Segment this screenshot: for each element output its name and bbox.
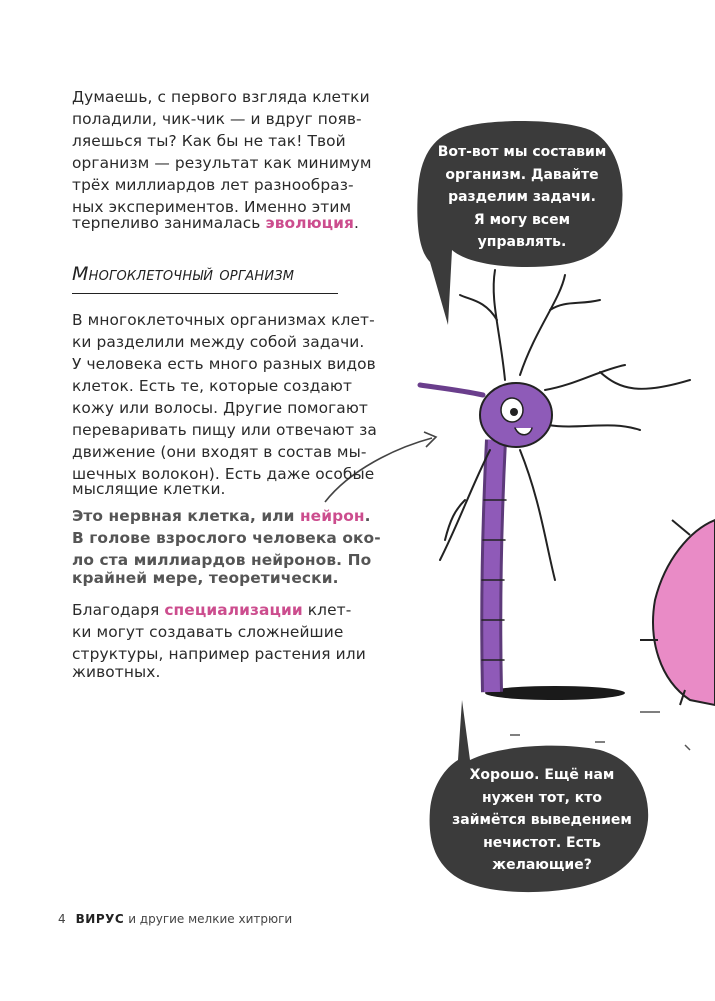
neuron-character bbox=[420, 270, 690, 700]
paragraph-line: В многоклеточных организмах клет- bbox=[72, 311, 375, 329]
bubble-line: Хорошо. Ещё нам bbox=[469, 767, 615, 783]
intro-line: Думаешь, с первого взгляда клетки bbox=[72, 88, 370, 106]
page-number: 4 bbox=[58, 912, 66, 926]
intro-line: трёх миллиардов лет разнообраз- bbox=[72, 176, 354, 194]
ground-marks bbox=[510, 712, 690, 750]
bubble-line: нужен тот, кто bbox=[481, 789, 603, 806]
intro-line bbox=[72, 214, 359, 232]
specialization-text: Благодаря bbox=[72, 601, 165, 619]
term-specialization: специализации bbox=[164, 601, 303, 619]
paragraph-line: переваривать пищу или отвечают за bbox=[72, 421, 377, 439]
paragraph-line: кожу или волосы. Другие помогают bbox=[72, 399, 368, 417]
page-footer bbox=[58, 912, 292, 926]
specialization-text: клет- bbox=[302, 601, 352, 619]
specialization-line bbox=[72, 601, 351, 619]
intro-text: терпеливо занималась bbox=[72, 214, 266, 232]
bubble-line: Я могу всем bbox=[473, 211, 571, 228]
bubble-bottom-text bbox=[446, 764, 638, 877]
specialization-line: ки могут создавать сложнейшие bbox=[72, 623, 344, 641]
intro-line: организм — результат как минимум bbox=[72, 154, 372, 172]
book-title: ВИРУС bbox=[75, 912, 125, 926]
neuron-line: ло ста миллиардов нейронов. По bbox=[72, 551, 372, 569]
section-heading: Многоклеточный организм bbox=[72, 263, 295, 285]
neuron-text: Это нервная клетка, или bbox=[72, 507, 300, 525]
specialization-line: животных. bbox=[72, 663, 161, 681]
intro-line: поладили, чик-чик — и вдруг появ- bbox=[72, 110, 362, 128]
neuron-line bbox=[72, 507, 371, 525]
bubble-line: управлять. bbox=[477, 234, 567, 250]
book-subtitle: и другие мелкие хитрюги bbox=[128, 912, 293, 926]
term-neuron: нейрон bbox=[299, 507, 365, 525]
intro-text: . bbox=[354, 214, 360, 232]
paragraph-line: клеток. Есть те, которые создают bbox=[72, 377, 353, 395]
bubble-line: займётся выведением bbox=[452, 812, 632, 828]
bubble-line: организм. Давайте bbox=[445, 166, 599, 183]
pink-cell-character bbox=[640, 520, 715, 705]
bubble-line: желающие? bbox=[492, 857, 592, 873]
paragraph-line: У человека есть много разных видов bbox=[72, 355, 376, 373]
specialization-line: структуры, например растения или bbox=[72, 645, 366, 663]
term-evolution: эволюция bbox=[265, 214, 355, 232]
neuron-line: крайней мере, теоретически. bbox=[72, 569, 339, 587]
neuron-text: . bbox=[364, 507, 371, 525]
paragraph-line: движение (они входят в состав мы- bbox=[72, 443, 367, 461]
paragraph-line: ки разделили между собой задачи. bbox=[72, 333, 365, 351]
bubble-top-text bbox=[432, 141, 612, 254]
bubble-line: разделим задачи. bbox=[448, 189, 596, 205]
neuron-line: В голове взрослого человека око- bbox=[72, 529, 381, 547]
intro-line: ных экспериментов. Именно этим bbox=[72, 198, 352, 216]
heading-underline bbox=[72, 293, 338, 294]
paragraph-line: мыслящие клетки. bbox=[72, 480, 226, 498]
bubble-line: Вот-вот мы составим bbox=[437, 144, 607, 160]
bubble-line: нечистот. Есть bbox=[483, 834, 601, 851]
paragraph-line: шечных волокон). Есть даже особые bbox=[72, 465, 375, 483]
intro-line: ляешься ты? Как бы не так! Твой bbox=[72, 132, 346, 150]
